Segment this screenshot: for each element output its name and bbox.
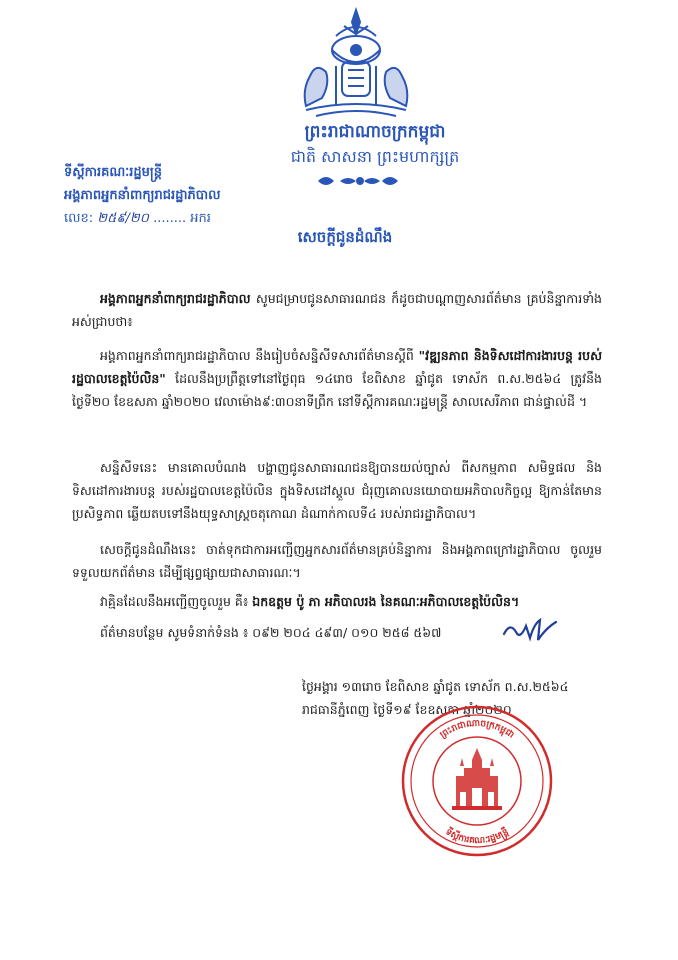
purpose-text: សន្និសីទនេះ មានគោលបំណង បង្ហាញជូនសាធារណជនឱ្យបានយល់ច្បាស់ ពីសកម្មភាព សមិទ្ធផល និងទិសដៅការងារបន្ត របស់រដ្ឋបាលខេត្តប៉ៃលិន ក្នុងទិសដៅស្តួល ជំរុញគោលនយោបាយអភិបាលកិច្ចល្អ ឱ្យកាន់តែមានប្រសិទ្ធភាព ឆ្លើយតបទៅនឹងយុទ្ធសាស្ត្រចតុកោណ ដំណាក់កាលទី៤ របស់រាជរដ្ឋាភិបាល។: [72, 460, 602, 521]
issuer-office: ទីស្តីការគណៈរដ្ឋមន្ត្រី: [64, 165, 162, 180]
reference-line: លេខ: ២៥៩/២០ ........ អករ: [64, 211, 211, 226]
event-topic: "វឌ្ឍនភាព និងទិសដៅការងារបន្ត របស់រដ្ឋបាលខេត្តប៉ៃលិន": [72, 348, 602, 386]
reference-label: លេខ:: [64, 211, 94, 226]
seal-top-text: ព្រះរាជាណាចក្រកម្ពុជា: [438, 718, 516, 741]
speaker-intro: វាគ្មិនដែលនឹងអញ្ជើញចូលរួម គឺ៖: [100, 594, 253, 609]
invitation-text: សេចក្តីជូនដំណឹងនេះ ចាត់ទុកជាការអញ្ជើញអ្នកសារព័ត៌មានគ្រប់និន្នាការ និងអង្គភាពក្រៅរដ្ឋាភិបាល ចូលរួមទទួលយកព័ត៌មាន ដើម្បីផ្សព្វផ្សាយជាសាធារណៈ។: [72, 542, 602, 580]
issuer-block: [64, 161, 274, 230]
issuer-unit: អង្គភាពអ្នកនាំពាក្យរាជរដ្ឋាភិបាល: [64, 188, 221, 203]
royal-crest-icon: [296, 6, 416, 122]
ornament-divider-icon: [312, 170, 402, 192]
intro-rest: សូមជម្រាបជូនសាធារណជន ក៏ដូចជាបណ្តាញសារព័ត៌មាន គ្រប់និន្នាការទាំងអស់ជ្រាបថា៖: [72, 291, 602, 329]
solar-date: រាជធានីភ្នំពេញ ថ្ងៃទី១៩ ខែឧសភា ឆ្នាំ២០២០: [302, 702, 512, 717]
contact-info: ព័ត៌មានបន្ថែម សូមទំនាក់ទំនង ៖ ០៩២ ២០៤ ៤៩៣/ ០១០ ២៥៨ ៥៦៧: [100, 625, 442, 640]
intro-bold: អង្គភាពអ្នកនាំពាក្យរាជរដ្ឋាភិបាល: [100, 291, 251, 306]
seal-bottom-text: ទីស្តីការគណៈរដ្ឋមន្ត្រី: [443, 827, 511, 847]
lunar-date: ថ្ងៃអង្គារ ១៣រោច ខែពិសាខ ឆ្នាំជូត ទោស័ក ព.ស.២៥៦៤: [302, 679, 569, 694]
kingdom-title: ព្រះរាជាណាចក្រកម្ពុជា: [304, 122, 446, 142]
paragraph-event: [72, 344, 602, 413]
reference-number: ២៥៩/២០: [97, 211, 149, 226]
paragraph-invitation: [72, 538, 602, 584]
event-start: អង្គភាពអ្នកនាំពាក្យរាជរដ្ឋាភិបាល នឹងរៀបចំសន្និសីទសារព័ត៌មានស្តីពី: [100, 348, 419, 363]
document-title: សេចក្តីជូនដំណឹង: [297, 228, 393, 246]
paragraph-intro: [72, 287, 602, 333]
paragraph-purpose: [72, 456, 602, 525]
handwritten-initial-icon: [500, 614, 560, 646]
paragraph-speaker: [72, 590, 602, 613]
event-details: ដែលនឹងប្រព្រឹត្តទៅនៅថ្ងៃពុធ ១៤រោច ខែពិសាខ ឆ្នាំជូត ទោស័ក ព.ស.២៥៦៤ ត្រូវនឹងថ្ងៃទី២០ ខែឧសភា ឆ្នាំ២០២០ វេលាម៉ោង៩:៣០នាទីព្រឹក នៅទីស្តីការគណៈរដ្ឋមន្ត្រី សាលសេរីភាព ជាន់ផ្ទាល់ដី ។: [72, 371, 602, 409]
national-motto: ជាតិ សាសនា ព្រះមហាក្សត្រ: [290, 147, 460, 166]
reference-suffix: អករ: [190, 211, 211, 226]
official-seal-icon: [398, 702, 556, 860]
speaker-name: ឯកឧត្តម ប៉ូ ភា អភិបាលរង នៃគណៈអភិបាលខេត្តប៉ៃលិន។: [252, 594, 520, 609]
